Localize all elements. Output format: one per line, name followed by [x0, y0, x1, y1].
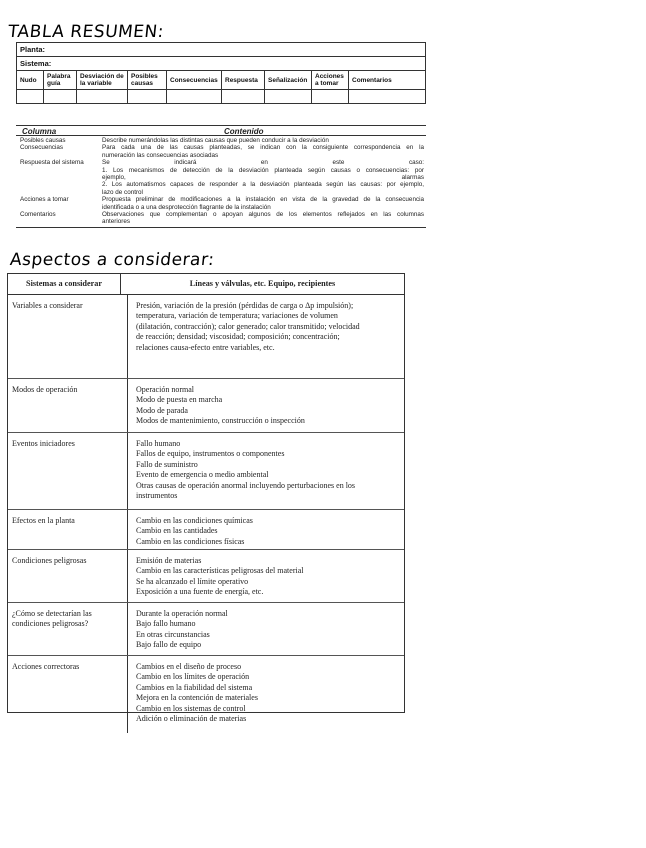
column-description: Describe numerándolas las distintas causas que pueden conducir a la desviación — [102, 137, 329, 144]
header-cell: Comentarios — [349, 71, 426, 90]
aspect-label-line: Acciones correctoras — [12, 662, 80, 671]
empty-cell — [349, 90, 426, 104]
content-row — [16, 137, 426, 144]
aspect-label — [8, 603, 128, 655]
empty-cell — [222, 90, 265, 104]
empty-cell — [77, 90, 128, 104]
aspect-detail-line: Bajo fallo de equipo — [136, 640, 202, 650]
empty-cell — [167, 90, 222, 104]
aspect-label-line: Efectos en la planta — [12, 516, 75, 525]
aspect-row — [8, 379, 404, 433]
column-name — [16, 174, 102, 181]
column-name: Posibles causas — [20, 137, 66, 144]
aspect-detail — [128, 379, 404, 432]
header-cell: Respuesta — [222, 71, 265, 90]
aspect-detail-line: Evento de emergencia o medio ambiental — [136, 470, 269, 480]
aspect-detail-line: Cambios en el diseño de proceso — [136, 662, 242, 671]
aspect-detail — [128, 550, 404, 602]
column-name — [16, 189, 102, 196]
column-content-table — [16, 125, 426, 228]
aspect-detail-line: Modo de parada — [136, 405, 188, 415]
column-description: Propuesta preliminar de modificaciones a la instalación en vista de la gravedad de la consecuencia — [102, 196, 424, 204]
header-cell: Posibles causas — [128, 71, 167, 90]
column-name — [16, 204, 102, 211]
aspect-row — [8, 295, 404, 379]
aspect-detail-line: Fallos de equipo, instrumentos o componentes — [136, 449, 285, 459]
column-description: Para cada una de las causas planteadas, se indican con la consiguiente correspondencia en la — [102, 144, 424, 152]
aspect-detail-line: Cambio en las características peligrosas del material — [136, 566, 304, 576]
aspect-label — [8, 295, 128, 378]
aspect-detail-line: Emisión de materias — [136, 556, 202, 565]
column-description: 2. Los automatismos capaces de responder a la desviación planteada según las causas: por ejemplo, — [102, 181, 424, 189]
aspect-detail-line: temperatura, variación de temperatura; variaciones de volumen — [136, 311, 338, 321]
aspect-detail — [128, 603, 404, 655]
title-tabla-resumen: TABLA RESUMEN: — [6, 22, 165, 42]
aspect-detail-line: Cambios en la fiabilidad del sistema — [136, 682, 253, 692]
aspect-detail-line: Operación normal — [136, 385, 194, 394]
column-name — [16, 152, 102, 159]
aspect-detail-line: Exposición a una fuente de energía, etc. — [136, 587, 264, 597]
content-row — [16, 189, 426, 196]
aspect-detail-line: Modos de mantenimiento, construcción o inspección — [136, 416, 305, 426]
column-description: numeración las consecuencias asociadas — [102, 151, 219, 159]
column-description: identificada o a una desprotección flagrante de la instalación — [102, 203, 271, 211]
aspect-detail — [128, 433, 404, 509]
aspect-detail-line: Durante la operación normal — [136, 609, 228, 618]
content-row — [16, 152, 426, 159]
aspect-detail-line: Se ha alcanzado el límite operativo — [136, 576, 249, 586]
planta-label: Planta: — [17, 43, 426, 57]
aspect-label-line: Variables a considerar — [12, 301, 83, 310]
empty-cell — [17, 90, 44, 104]
header-cell: Señalización — [265, 71, 312, 90]
column-name: Respuesta del sistema — [20, 159, 84, 167]
content-row — [16, 167, 426, 174]
column-content-rows — [16, 137, 426, 228]
title-aspectos: Aspectos a considerar: — [8, 250, 216, 270]
aspects-table — [7, 273, 405, 724]
aspect-detail-line: instrumentos — [136, 491, 178, 501]
aspect-row — [8, 510, 404, 550]
aspect-detail-line: Cambio en los límites de operación — [136, 672, 250, 682]
aspect-detail-line: Presión, variación de la presión (pérdidas de carga o Δp impulsión); — [136, 301, 354, 310]
content-row — [16, 196, 426, 203]
empty-cell — [265, 90, 312, 104]
content-row — [16, 218, 426, 225]
column-description: Se indicará en este caso: — [102, 159, 424, 167]
aspect-label-line: condiciones peligrosas? — [12, 619, 89, 629]
aspect-detail-line: Mejora en la contención de materiales — [136, 693, 258, 703]
aspect-detail-line: Cambio en las condiciones físicas — [136, 536, 245, 546]
column-name: Acciones a tomar — [20, 196, 69, 204]
header-sistemas: Sistemas a considerar — [8, 274, 121, 294]
aspect-detail-line: Cambio en los sistemas de control — [136, 703, 246, 713]
aspect-detail-line: En otras circunstancias — [136, 629, 210, 639]
content-row — [16, 159, 426, 166]
aspect-label-line: Eventos iniciadores — [12, 439, 75, 448]
aspect-label-line: Condiciones peligrosas — [12, 556, 87, 565]
column-content-header — [16, 125, 426, 136]
aspect-label — [8, 550, 128, 602]
summary-table — [16, 42, 426, 104]
aspect-detail-line: Adición o eliminación de materias — [136, 714, 247, 724]
content-row — [16, 204, 426, 211]
aspect-row — [8, 550, 404, 603]
header-lineas: Líneas y válvulas, etc. Equipo, recipientes — [189, 278, 336, 288]
aspect-detail-line: Modo de puesta en marcha — [136, 395, 223, 405]
aspect-label-line: ¿Cómo se detectarían las — [12, 609, 92, 618]
aspect-label — [8, 379, 128, 432]
aspect-detail-line: Cambio en las condiciones químicas — [136, 516, 253, 525]
empty-cell — [312, 90, 349, 104]
aspect-detail-line: de reacción; densidad; viscosidad; composición; concentración; — [136, 332, 340, 342]
aspect-detail — [128, 295, 404, 378]
aspect-row — [8, 603, 404, 656]
aspect-row — [8, 656, 404, 733]
aspect-detail-line: relaciones causa-efecto entre variables, etc. — [136, 342, 275, 352]
column-name — [16, 181, 102, 188]
aspect-detail-line: (dilatación, contracción); calor generado; calor transmitido; velocidad — [136, 321, 360, 331]
column-description: 1. Los mecanismos de detección de la desviación planteada según causas o consecuencias: por — [102, 166, 424, 174]
content-row — [16, 144, 426, 151]
aspect-detail-line: Fallo humano — [136, 439, 181, 448]
contenido-header: Contenido — [224, 127, 264, 136]
sistema-label: Sistema: — [17, 57, 426, 71]
column-description: anteriores — [102, 218, 131, 226]
columna-header: Columna — [22, 127, 57, 136]
aspect-label — [8, 656, 128, 733]
aspect-detail — [128, 510, 404, 549]
aspects-table-header — [8, 274, 404, 295]
column-description: lazo de control — [102, 188, 143, 196]
aspect-label — [8, 510, 128, 549]
aspect-detail-line: Otras causas de operación anormal incluyendo perturbaciones en los — [136, 480, 356, 490]
column-description: Observaciones que complementan o apoyan algunos de los elementos reflejados en las columnas — [102, 211, 424, 219]
aspect-detail-line: Fallo de suministro — [136, 459, 198, 469]
content-row — [16, 181, 426, 188]
aspect-detail-line: Cambio en las cantidades — [136, 526, 218, 536]
column-name — [16, 218, 102, 225]
column-name — [16, 167, 102, 174]
aspect-label — [8, 433, 128, 509]
header-cell: Consecuencias — [167, 71, 222, 90]
empty-cell — [44, 90, 77, 104]
content-row — [16, 211, 426, 218]
aspect-label-line: Modos de operación — [12, 385, 78, 394]
header-cell: Desviación de la variable — [77, 71, 128, 90]
aspect-row — [8, 433, 404, 510]
header-cell: Acciones a tomar — [312, 71, 349, 90]
empty-cell — [128, 90, 167, 104]
aspect-detail — [128, 656, 404, 733]
content-row — [16, 174, 426, 181]
column-name: Consecuencias — [20, 144, 64, 152]
header-cell: Nudo — [17, 71, 44, 90]
aspect-detail-line: Bajo fallo humano — [136, 619, 196, 629]
header-cell: Palabra guía — [44, 71, 77, 90]
column-name: Comentarios — [20, 211, 56, 219]
column-description: ejemplo, alarmas — [102, 174, 424, 182]
